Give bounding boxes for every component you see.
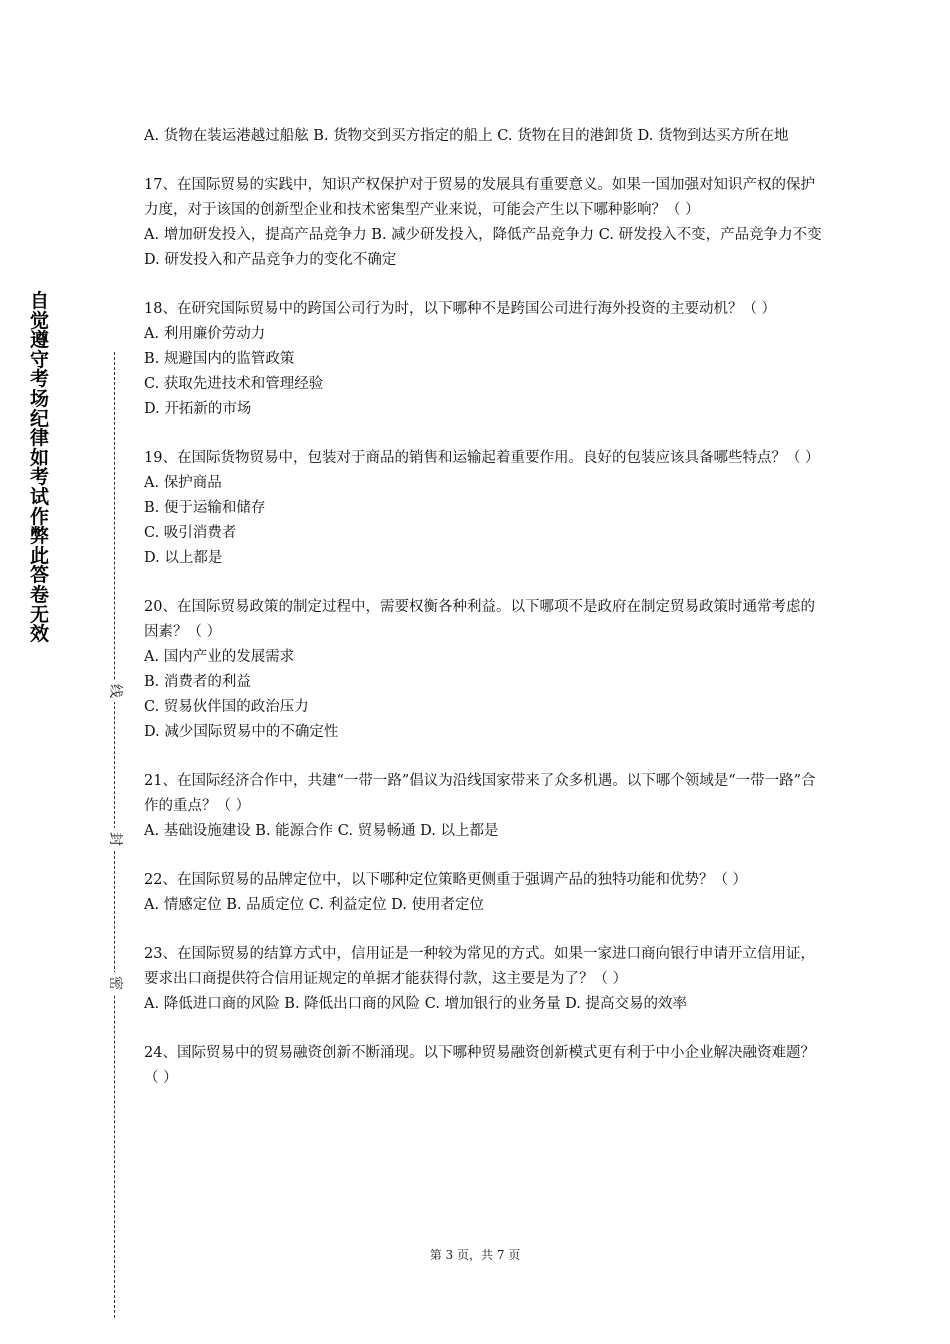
question-stem: 20、在国际贸易政策的制定过程中，需要权衡各种利益。以下哪项不是政府在制定贸易政策时通常考虑的因素？（ ） — [144, 599, 815, 640]
option-b: B. 便于运输和储存 — [144, 500, 266, 516]
option-a: A. 国内产业的发展需求 — [144, 649, 295, 665]
question-stem: 24、国际贸易中的贸易融资创新不断涌现。以下哪种贸易融资创新模式更有利于中小企业解决融资难题？（ ） — [144, 1045, 815, 1086]
option-c: C. 获取先进技术和管理经验 — [144, 376, 324, 392]
page-footer: 第 3 页，共 7 页 — [429, 1248, 521, 1262]
question-stem: 22、在国际贸易的品牌定位中，以下哪种定位策略更侧重于强调产品的独特功能和优势？（ ） — [144, 872, 748, 888]
question-23 — [144, 942, 824, 1017]
option-a: A. 利用廉价劳动力 — [144, 326, 266, 342]
question-24 — [144, 1041, 824, 1091]
binding-label-secret: 密 — [104, 972, 126, 994]
option-b: B. 规避国内的监管政策 — [144, 351, 295, 367]
binding-label-seal: 封 — [104, 828, 126, 850]
question-stem: 19、在国际货物贸易中，包装对于商品的销售和运输起着重要作用。良好的包装应该具备哪些特点？（ ） — [144, 450, 820, 466]
binding-label-line: 线 — [104, 680, 126, 702]
option-c: C. 吸引消费者 — [144, 525, 237, 541]
exam-content — [144, 124, 824, 1115]
question-17 — [144, 173, 824, 273]
option-c: C. 贸易伙伴国的政治压力 — [144, 699, 309, 715]
question-options-inline: A. 情感定位 B. 品质定位 C. 利益定位 D. 使用者定位 — [144, 897, 485, 913]
question-20 — [144, 595, 824, 745]
option-d: D. 开拓新的市场 — [144, 401, 252, 417]
question-options-inline: A. 增加研发投入，提高产品竞争力 B. 减少研发投入，降低产品竞争力 C. 研发投入不变，产品竞争力不变 D. 研发投入和产品竞争力的变化不确定 — [144, 227, 822, 268]
option-b: B. 消费者的利益 — [144, 674, 251, 690]
question-stem: 21、在国际经济合作中，共建“一带一路”倡议为沿线国家带来了众多机遇。以下哪个领域是“一带一路”合作的重点？（ ） — [144, 773, 816, 814]
question-stem: 17、在国际贸易的实践中，知识产权保护对于贸易的发展具有重要意义。如果一国加强对知识产权的保护力度，对于该国的创新型企业和技术密集型产业来说，可能会产生以下哪种影响？（ ） — [144, 177, 815, 218]
option-d: D. 以上都是 — [144, 550, 223, 566]
question-options-inline: A. 货物在装运港越过船舷 B. 货物交到买方指定的船上 C. 货物在目的港卸货 D. 货物到达买方所在地 — [144, 128, 789, 144]
question-options-inline: A. 降低进口商的风险 B. 降低出口商的风险 C. 增加银行的业务量 D. 提高交易的效率 — [144, 996, 688, 1012]
question-21 — [144, 769, 824, 844]
exam-discipline-warning: 自觉遵守考场纪律如考试作弊此答卷无效 — [30, 290, 50, 646]
question-options-inline: A. 基础设施建设 B. 能源合作 C. 贸易畅通 D. 以上都是 — [144, 823, 499, 839]
question-stem: 23、在国际贸易的结算方式中，信用证是一种较为常见的方式。如果一家进口商向银行申请开立信用证，要求出口商提供符合信用证规定的单据才能获得付款，这主要是为了？（ ） — [144, 946, 815, 987]
question-19 — [144, 446, 824, 571]
question-22 — [144, 868, 824, 918]
question-18 — [144, 297, 824, 422]
option-d: D. 减少国际贸易中的不确定性 — [144, 724, 339, 740]
question-16-options — [144, 124, 824, 149]
option-a: A. 保护商品 — [144, 475, 222, 491]
question-stem: 18、在研究国际贸易中的跨国公司行为时，以下哪种不是跨国公司进行海外投资的主要动机？（ ） — [144, 301, 777, 317]
